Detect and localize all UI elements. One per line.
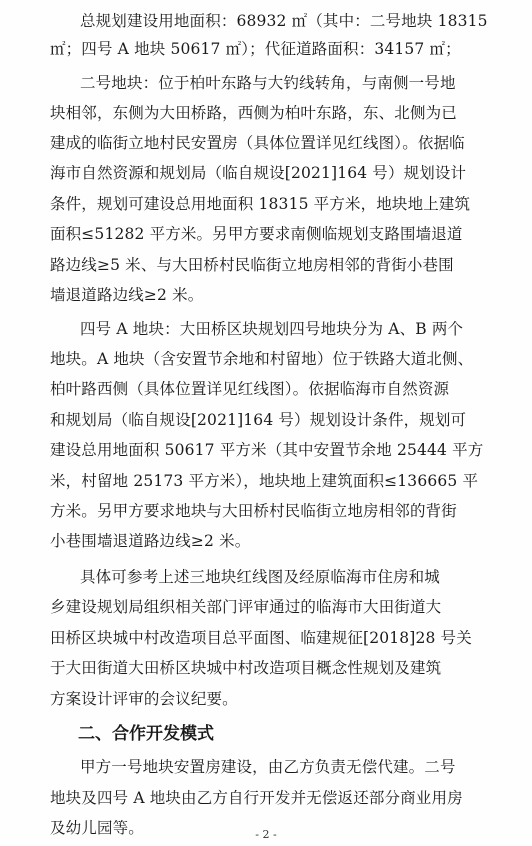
- paragraph-2-line: 墙退道路边线≥2 米。: [50, 286, 204, 304]
- paragraph-2-line: 海市自然资源和规划局（临自规设[2021]164 号）规划设计: [50, 164, 467, 182]
- paragraph-3-line: 方米。另甲方要求地块与大田桥村民临街立地房相邻的背街: [50, 502, 457, 520]
- paragraph-1-line: ㎡；四号 A 地块 50617 ㎡）；代征道路面积：34157 ㎡；: [50, 40, 461, 58]
- paragraph-3-line: 建设总用地面积 50617 平方米（其中安置节余地 25444 平方: [50, 441, 484, 459]
- paragraph-4-line: 于大田街道大田桥区块城中村改造项目概念性规划及建筑: [50, 659, 442, 677]
- paragraph-3-line: 和规划局（临自规设[2021]164 号）规划设计条件，规划可: [50, 411, 467, 429]
- paragraph-2-line: 面积≤51282 平方米。另甲方要求南侧临规划支路围墙退道: [50, 225, 463, 243]
- page-number: - 2 -: [255, 828, 277, 841]
- paragraph-5-line: 及幼儿园等。: [50, 819, 144, 837]
- paragraph-4-line: 田桥区块城中村改造项目总平面图、临建规征[2018]28 号关: [50, 629, 472, 647]
- paragraph-3-line: 地块。A 地块（含安置节余地和村留地）位于铁路大道北侧、: [50, 350, 474, 368]
- paragraph-2-line: 路边线≥5 米、与大田桥村民临街立地房相邻的背街小巷围: [50, 256, 454, 274]
- paragraph-5-line: 甲方一号地块安置房建设，由乙方负责无偿代建。二号: [80, 758, 456, 776]
- paragraph-4-line: 具体可参考上述三地块红线图及经原临海市住房和城: [80, 568, 440, 586]
- paragraph-2-line: 二号地块：位于柏叶东路与大钓线转角，与南侧一号地: [80, 74, 456, 92]
- paragraph-4-line: 方案设计评审的会议纪要。: [50, 690, 238, 708]
- paragraph-1-line: 总规划建设用地面积：68932 ㎡（其中：二号地块 18315: [80, 12, 488, 30]
- paragraph-3-line: 小巷围墙退道路边线≥2 米。: [50, 532, 251, 550]
- paragraph-2-line: 块相邻，东侧为大田桥路，西侧为柏叶东路，东、北侧为已: [50, 104, 457, 122]
- paragraph-3-line: 柏叶路西侧（具体位置详见红线图）。依据临海市自然资源: [50, 380, 450, 398]
- paragraph-5-line: 地块及四号 A 地块由乙方自行开发并无偿返还部分商业用房: [50, 789, 463, 807]
- paragraph-3-line: 四号 A 地块：大田桥区块规划四号地块分为 A、B 两个: [80, 320, 464, 338]
- paragraph-2-line: 条件，规划可建设总用地面积 18315 平方米，地块地上建筑: [50, 195, 471, 213]
- paragraph-3-line: 米，村留地 25173 平方米），地块地上建筑面积≤136665 平: [50, 472, 479, 490]
- paragraph-2-line: 建成的临街立地村民安置房（具体位置详见红线图）。依据临: [50, 134, 465, 152]
- paragraph-4-line: 乡建设规划局组织相关部门评审通过的临海市大田街道大: [50, 598, 442, 616]
- section-heading: 二、合作开发模式: [78, 724, 214, 744]
